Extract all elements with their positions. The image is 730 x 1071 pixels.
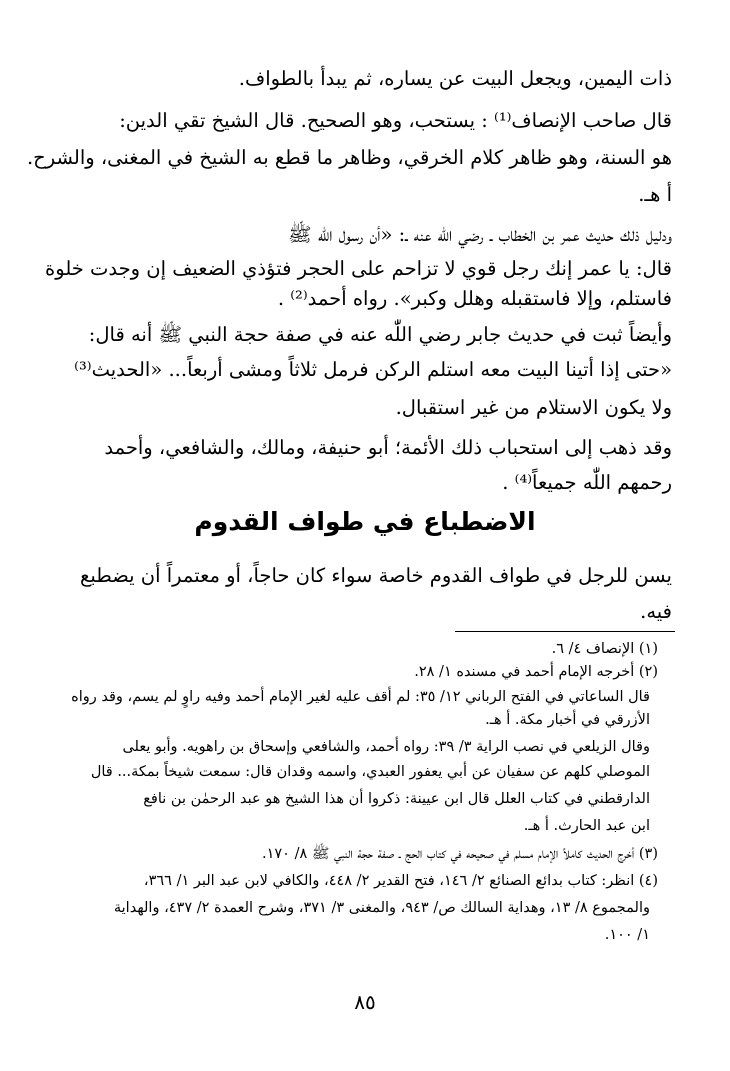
footnote-1: (١) الإنصاف ٤/ ٦. — [551, 641, 658, 657]
body-line-11: وقد ذهب إلى استحباب ذلك الأئمة؛ أبو حنيفة، ومالك، والشافعي، وأحمد — [104, 436, 672, 459]
footnote-4: (٤) انظر: كتاب بدائع الصنائع ٢/ ١٤٦، فتح القدير ٢/ ٤٤٨، والكافي لابن عبد البر ١/ ٣٦٦، — [143, 873, 658, 889]
footnote-2-line-5: الموصلي كلهم عن سفيان عن أبي يعفور العبدي، واسمه وقدان قال: سمعت شيخاً بمكة... قال — [90, 764, 650, 780]
body-line-9: «حتى إذا أتينا البيت معه استلم الركن فرمل ثلاثاً ومشى أربعاً... «الحديث⁽³⁾ — [74, 358, 672, 381]
page-number: ٨٥ — [354, 990, 376, 1014]
body-line-7: فاستلم، وإلا فاستقبله وهلل وكبر». رواه أحمد⁽²⁾ . — [277, 287, 672, 310]
footnote-2-line-2: قال الساعاتي في الفتح الرباني ١٢/ ٣٥: لم أقف عليه لغير الإمام أحمد وفيه راوٍ لم يسم، وقد رواه — [71, 689, 650, 705]
body-line-4: أ هـ. — [638, 183, 672, 206]
footnote-2: (٢) أخرجه الإمام أحمد في مسنده ١/ ٢٨. — [414, 664, 658, 680]
section-line-2: فيه. — [640, 600, 672, 623]
section-line-1: يسن للرجل في طواف القدوم خاصة سواء كان حاجاً، أو معتمراً أن يضطبع — [80, 564, 672, 587]
footnote-2-line-3: الأزرقي في أخبار مكة. أ هـ. — [485, 712, 650, 728]
footnote-2-line-4: وقال الزيلعي في نصب الراية ٣/ ٣٩: رواه أحمد، والشافعي وإسحاق بن راهويه. وأبو يعلى — [122, 739, 650, 755]
footnote-4-line-3: ١/ ١٠٠. — [604, 927, 650, 943]
body-line-8: وأيضاً ثبت في حديث جابر رضي اللّٰه عنه في صفة حجة النبي ﷺ أنه قال: — [88, 323, 672, 346]
footnote-3: (٣) أخرج الحديث كاملاً الإمام مسلم في صحيحه في كتاب الحج ـ صفة حجة النبي ﷺ ٨/ ١٧٠. — [262, 846, 658, 862]
body-line-1: ذات اليمين، ويجعل البيت عن يساره، ثم يبدأ بالطواف. — [238, 67, 672, 90]
body-line-6: قال: يا عمر إنك رجل قوي لا تزاحم على الحجر فتؤذي الضعيف إن وجدت خلوة — [45, 257, 672, 280]
footnote-2-line-7: ابن عبد الحارث. أ هـ. — [523, 818, 650, 834]
body-line-2: قال صاحب الإنصاف⁽¹⁾ : يستحب، وهو الصحيح. قال الشيخ تقي الدين: — [119, 109, 672, 132]
footnote-2-line-6: الدارقطني في كتاب العلل قال ابن عيينة: ذكروا أن هذا الشيخ هو عبد الرحمٰن بن نافع — [143, 791, 650, 807]
body-line-12: رحمهم اللّٰه جميعاً⁽⁴⁾ . — [502, 471, 672, 494]
section-heading: الاضطباع في طواف القدوم — [194, 507, 536, 536]
footnote-4-line-2: والمجموع ٨/ ١٣، وهداية السالك ص/ ٩٤٣، والمغنى ٣/ ٣٧١، وشرح العمدة ٢/ ٤٣٧، والهداية — [113, 900, 650, 916]
body-line-3: هو السنة، وهو ظاهر كلام الخرقي، وظاهر ما قطع به الشيخ في المغنى، والشرح. — [26, 146, 672, 169]
footnote-separator — [455, 631, 675, 632]
body-line-10: ولا يكون الاستلام من غير استقبال. — [395, 396, 672, 419]
body-line-5: ودليل ذلك حديث عمر بن الخطاب ـ رضي اللّٰه عنه ـ: «أن رسول اللّٰه ﷺ — [288, 223, 672, 246]
